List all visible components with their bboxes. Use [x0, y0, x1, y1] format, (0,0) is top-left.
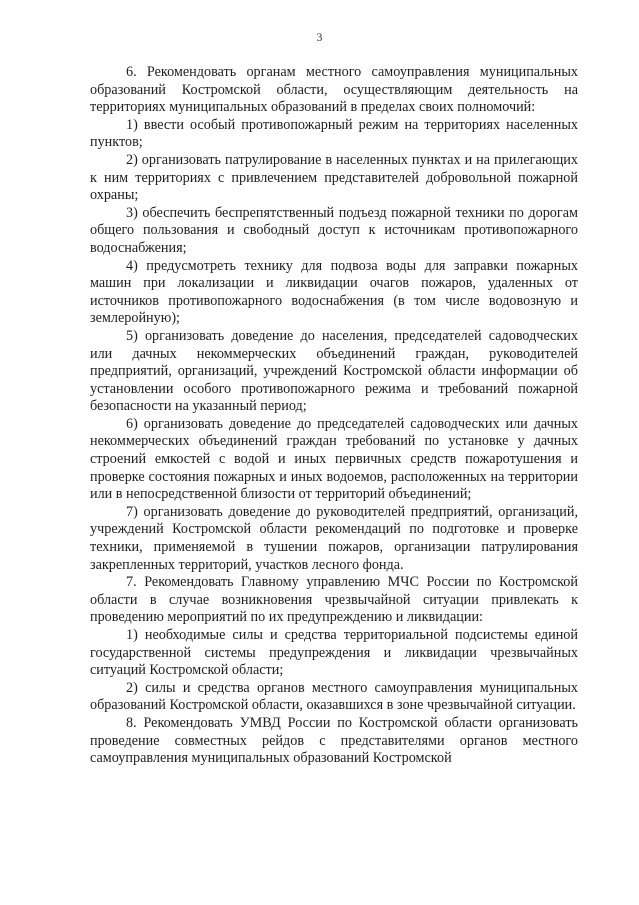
paragraph-item-6: 6. Рекомендовать органам местного самоуправления муниципальных образований Костромской области, осуществляющим деятельность на территориях муниципальных образований в пределах своих полномочий: — [90, 64, 578, 116]
subitem-6-1: 1) ввести особый противопожарный режим на территориях населенных пунктов; — [90, 116, 578, 151]
paragraph-item-7: 7. Рекомендовать Главному управлению МЧС России по Костромской области в случае возникновения чрезвычайной ситуации привлекать к проведению мероприятий по их предупреждению и ликвидации: — [90, 574, 578, 626]
page-number: 3 — [316, 32, 323, 44]
subitem-6-2: 2) организовать патрулирование в населенных пунктах и на прилегающих к ним территориях с привлечением представителей добровольной пожарной охраны; — [90, 151, 578, 204]
subitem-6-4: 4) предусмотреть технику для подвоза воды для заправки пожарных машин при локализации и ликвидации очагов пожаров, удаленных от источников противопожарного водоснабжения (в том числе водовозную и землеройную); — [90, 257, 578, 327]
document-body — [90, 64, 578, 768]
subitem-6-6: 6) организовать доведение до председателей садоводческих или дачных некоммерческих объединений граждан требований по установке у дачных строений емкостей с водой и иных первичных средств пожаротушения и проверке состояния пожарных и иных водоемов, расположенных на территории или в непосредственной близости от территорий объединений; — [90, 415, 578, 503]
subitem-7-1: 1) необходимые силы и средства территориальной подсистемы единой государственной системы предупреждения и ликвидации чрезвычайных ситуаций Костромской области; — [90, 627, 578, 679]
subitem-6-7: 7) организовать доведение до руководителей предприятий, организаций, учреждений Костромской области рекомендаций по подготовке и проверке техники, применяемой в тушении пожаров, организации патрулирования закрепленных территорий, участков лесного фонда. — [90, 503, 578, 573]
subitem-6-3: 3) обеспечить беспрепятственный подъезд пожарной техники по дорогам общего пользования и свободный доступ к источникам противопожарного водоснабжения; — [90, 204, 578, 256]
subitem-7-2: 2) силы и средства органов местного самоуправления муниципальных образований Костромской области, оказавшихся в зоне чрезвычайной ситуации. — [90, 679, 578, 714]
subitem-6-5: 5) организовать доведение до населения, председателей садоводческих или дачных некоммерческих объединений граждан, руководителей предприятий, организаций, учреждений Костромской области информации об установлении особого противопожарного режима и требований пожарной безопасности на указанный период; — [90, 327, 578, 415]
paragraph-item-8: 8. Рекомендовать УМВД России по Костромской области организовать проведение совместных рейдов с представителями органов местного самоуправления муниципальных образований Костромской — [90, 714, 578, 767]
